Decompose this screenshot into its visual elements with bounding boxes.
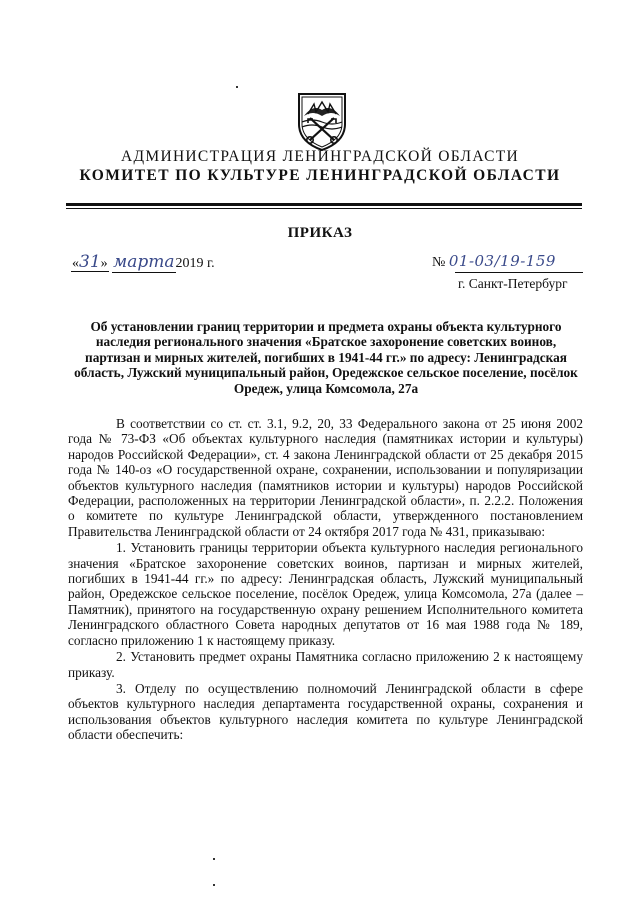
regional-coat-of-arms-icon xyxy=(296,92,348,152)
number-underline xyxy=(455,272,583,273)
committee-title: КОМИТЕТ ПО КУЛЬТУРЕ ЛЕНИНГРАДСКОЙ ОБЛАСТИ xyxy=(79,167,561,184)
header-divider-thin xyxy=(66,208,582,209)
scan-speck xyxy=(213,858,215,860)
date-close-quote: » xyxy=(100,256,108,271)
clause-1-paragraph: 1. Установить границы территории объекта культурного наследия регионального значения «Братское захоронение советских воинов, партизан и мирных жителей, погибших в 1941-44 гг.» по адресу: Ленинградская область, Лужский муниципальный район, Оредежское сельское поселение, посёлок Оредеж, улица Комсомола, 27а (далее – Памятник), принятого на государственную охрану решением Исполнительного комитета Ленинградского областного Совета народных депутатов от 16 мая 1988 года № 189, согласно приложению 1 к настоящему приказу. xyxy=(68,540,583,648)
scan-speck xyxy=(236,86,238,88)
issue-city: г. Санкт-Петербург xyxy=(458,276,568,291)
date-day-handwritten: 31 xyxy=(79,252,101,272)
date-day-field xyxy=(71,252,109,272)
scan-speck xyxy=(213,884,215,886)
date-open-quote: « xyxy=(72,256,79,271)
order-number xyxy=(432,252,556,271)
order-body xyxy=(68,416,583,743)
administration-title: АДМИНИСТРАЦИЯ ЛЕНИНГРАДСКОЙ ОБЛАСТИ xyxy=(121,148,519,165)
document-type-title: ПРИКАЗ xyxy=(287,225,353,241)
order-subject: Об установлении границ территории и предмета охраны объекта культурного наследия регионального значения «Братское захоронение советских воинов, партизан и мирных жителей, погибших в 1941-44 гг.» по адресу: Ленинградская область, Лужский муниципальный район, Оредежское сельское поселение, посёлок Оредеж, улица Комсомола, 27а xyxy=(74,319,578,396)
header-divider-thick xyxy=(66,203,582,206)
order-date xyxy=(71,252,215,272)
clause-3-paragraph: 3. Отделу по осуществлению полномочий Ленинградской области в сфере объектов культурного наследия департамента государственной охраны, сохранения и использования объектов культурного наследия комитета по культуре Ленинградской области обеспечить: xyxy=(68,680,583,743)
date-month-handwritten: марта xyxy=(113,252,175,272)
clause-2-paragraph: 2. Установить предмет охраны Памятника согласно приложению 2 к настоящему приказу. xyxy=(68,649,583,680)
number-label: № xyxy=(432,255,446,270)
preamble-paragraph: В соответствии со ст. ст. 3.1, 9.2, 20, 33 Федерального закона от 25 июня 2002 года № 73-ФЗ «Об объектах культурного наследия (памятниках истории и культуры) народов Российской Федерации», ст. 4 закона Ленинградской области от 25 декабря 2015 года № 140-оз «О государственной охране, сохранении, использовании и популяризации объектов культурного наследия (памятников истории и культуры) народов Российской Федерации, расположенных на территории Ленинградской области», п. 2.2.2. Положения о комитете по культуре Ленинградской области, утвержденного постановлением Правительства Ленинградской области от 24 октября 2017 года № 431, приказываю: xyxy=(68,416,583,539)
date-year: 2019 г. xyxy=(175,256,215,271)
number-value-handwritten: 01-03/19-159 xyxy=(448,252,556,270)
